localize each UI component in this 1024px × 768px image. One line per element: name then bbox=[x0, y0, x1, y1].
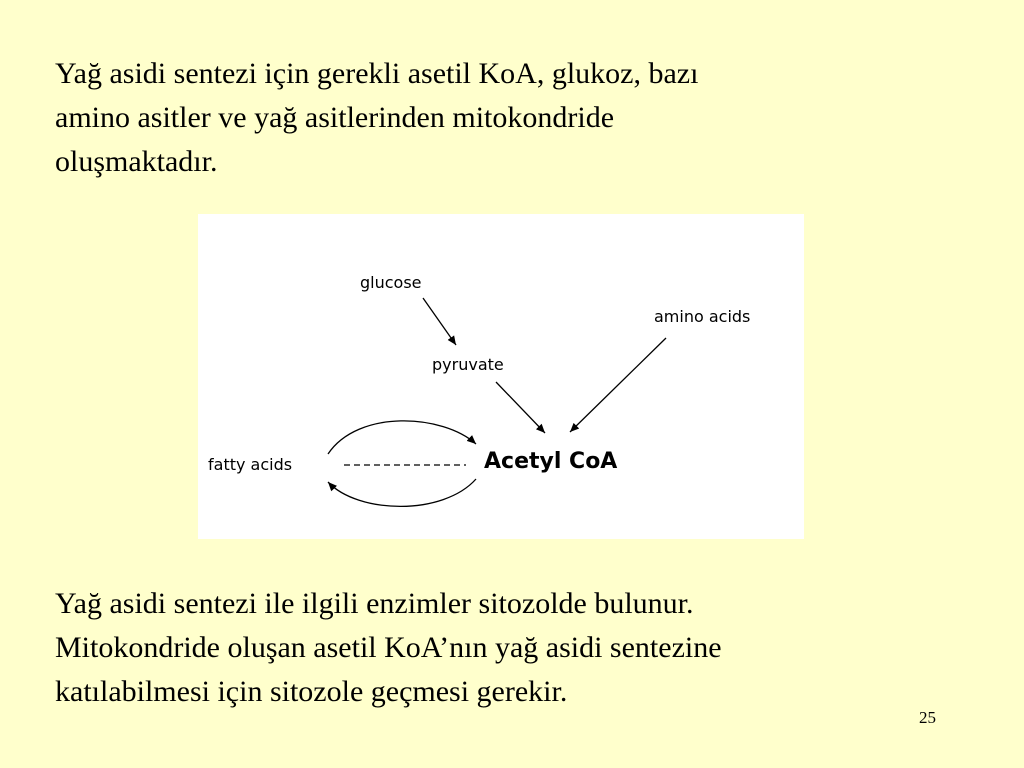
label-pyruvate: pyruvate bbox=[432, 355, 504, 374]
page-number: 25 bbox=[919, 708, 936, 727]
arrow-pyruvate-to-acetyl-coa bbox=[496, 382, 545, 433]
enzyme-line-2: Mitokondride oluşan asetil KoA’nın yağ asidi sentezine bbox=[55, 631, 722, 664]
arrow-glucose-to-pyruvate bbox=[423, 298, 456, 345]
intro-line-2: amino asitler ve yağ asitlerinden mitokondride bbox=[55, 101, 615, 134]
diagram-canvas bbox=[198, 214, 804, 539]
arrow-amino-acids-to-acetyl-coa bbox=[570, 338, 666, 432]
label-acetyl-coa: Acetyl CoA bbox=[484, 449, 618, 474]
enzyme-line-1: Yağ asidi sentezi ile ilgili enzimler sitozolde bulunur. bbox=[55, 587, 694, 620]
intro-line-1: Yağ asidi sentezi için gerekli asetil KoA, glukoz, bazı bbox=[55, 57, 699, 90]
enzyme-paragraph bbox=[55, 582, 722, 714]
enzyme-line-3: katılabilmesi için sitozole geçmesi gerekir. bbox=[55, 675, 568, 708]
intro-line-3: oluşmaktadır. bbox=[55, 145, 218, 178]
label-amino-acids: amino acids bbox=[654, 307, 751, 326]
arrow-acetyl-coa-to-fatty-acids bbox=[328, 479, 476, 506]
arrow-fatty-acids-to-acetyl-coa bbox=[328, 421, 476, 454]
metabolic-pathway-diagram bbox=[198, 214, 804, 539]
label-fatty-acids: fatty acids bbox=[208, 455, 293, 474]
intro-paragraph bbox=[55, 52, 698, 184]
label-glucose: glucose bbox=[360, 273, 422, 292]
